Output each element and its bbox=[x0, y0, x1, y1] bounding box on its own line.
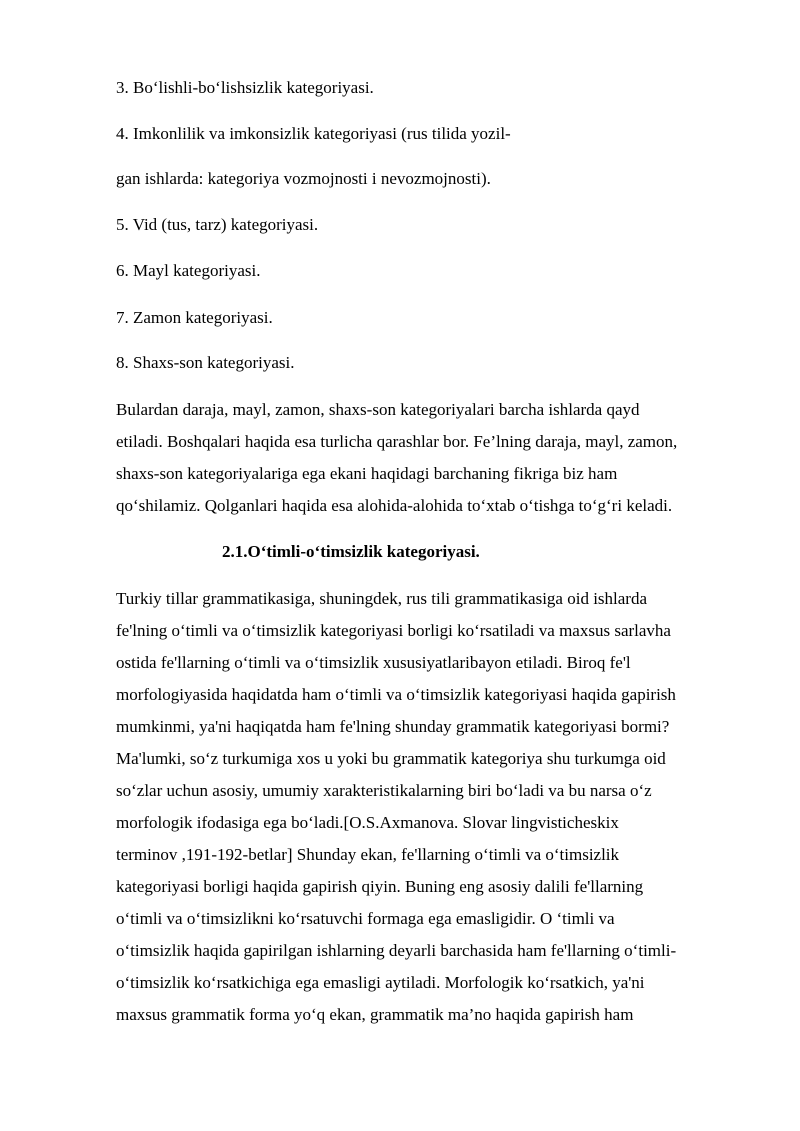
paragraph-line: so‘zlar uchun asosiy, umumiy xarakteristikalarning biri bo‘ladi va bu narsa o‘z bbox=[116, 781, 652, 800]
paragraph-line: morfologiyasida haqidatda ham o‘timli va o‘timsizlik kategoriyasi haqida gapirish bbox=[116, 685, 676, 704]
list-item: 5. Vid (tus, tarz) kategoriyasi. bbox=[116, 215, 319, 234]
paragraph-line: o‘timsizlik ko‘rsatkichiga ega emasligi aytiladi. Morfologik ko‘rsatkich, ya'ni bbox=[116, 973, 645, 992]
list-item: 4. Imkonlilik va imkonsizlik kategoriyasi (rus tilida yozil- bbox=[116, 124, 511, 143]
paragraph-line: morfologik ifodasiga ega bo‘ladi.[O.S.Axmanova. Slovar lingvisticheskix bbox=[116, 813, 619, 832]
paragraph-line: terminov ,191-192-betlar] Shunday ekan, fe'llarning o‘timli va o‘timsizlik bbox=[116, 845, 620, 864]
list-item: 7. Zamon kategoriyasi. bbox=[116, 308, 273, 327]
paragraph-line: fe'lning o‘timli va o‘timsizlik kategoriyasi borligi ko‘rsatiladi va maxsus sarlavha bbox=[116, 621, 671, 640]
paragraph-line: maxsus grammatik forma yo‘q ekan, grammatik ma’no haqida gapirish ham bbox=[116, 1005, 634, 1024]
paragraph-line: o‘timsizlik haqida gapirilgan ishlarning deyarli barchasida ham fe'llarning o‘timli- bbox=[116, 941, 677, 960]
paragraph-line: shaxs-son kategoriyalariga ega ekani haqidagi barchaning fikriga biz ham bbox=[116, 464, 618, 483]
list-item-continuation: gan ishlarda: kategoriya vozmojnosti i nevozmojnosti). bbox=[116, 169, 491, 188]
section-heading: 2.1.O‘timli-o‘timsizlik kategoriyasi. bbox=[222, 542, 480, 561]
paragraph-line: qo‘shilamiz. Qolganlari haqida esa alohida-alohida to‘xtab o‘tishga to‘g‘ri keladi. bbox=[116, 496, 673, 515]
paragraph-line: mumkinmi, ya'ni haqiqatda ham fe'lning shunday grammatik kategoriyasi bormi? bbox=[116, 717, 670, 736]
paragraph-line: o‘timli va o‘timsizlikni ko‘rsatuvchi formaga ega emasligidir. O ‘timli va bbox=[116, 909, 615, 928]
paragraph-line: etiladi. Boshqalari haqida esa turlicha qarashlar bor. Fe’lning daraja, mayl, zamon, bbox=[116, 432, 678, 451]
paragraph-line: Ma'lumki, so‘z turkumiga xos u yoki bu grammatik kategoriya shu turkumga oid bbox=[116, 749, 666, 768]
list-item: 6. Mayl kategoriyasi. bbox=[116, 261, 261, 280]
list-item: 8. Shaxs-son kategoriyasi. bbox=[116, 353, 295, 372]
list-item: 3. Bo‘lishli-bo‘lishsizlik kategoriyasi. bbox=[116, 78, 374, 97]
paragraph-line: ostida fe'llarning o‘timli va o‘timsizlik xususiyatlaribayon etiladi. Biroq fe'l bbox=[116, 653, 631, 672]
paragraph-line: Turkiy tillar grammatikasiga, shuningdek, rus tili grammatikasiga oid ishlarda bbox=[116, 589, 648, 608]
paragraph-line: Bulardan daraja, mayl, zamon, shaxs-son kategoriyalari barcha ishlarda qayd bbox=[116, 400, 640, 419]
paragraph-line: kategoriyasi borligi haqida gapirish qiyin. Buning eng asosiy dalili fe'llarning bbox=[116, 877, 644, 896]
